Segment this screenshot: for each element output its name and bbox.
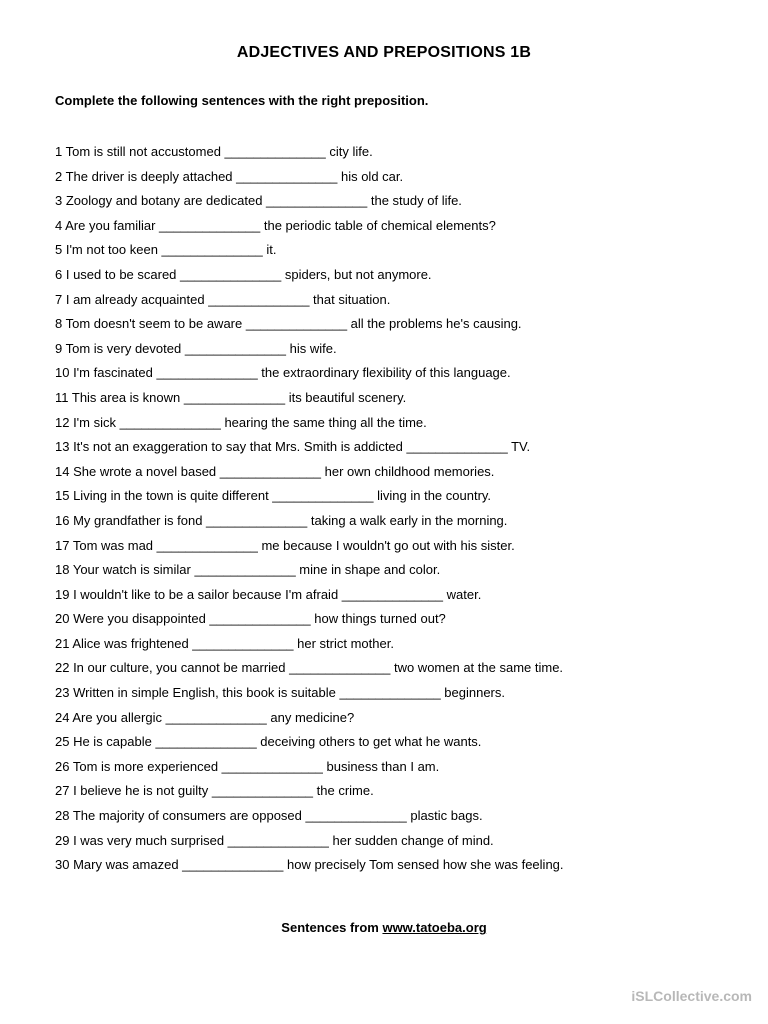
sentence-item: 14 She wrote a novel based ______________ her own childhood memories. <box>55 463 495 479</box>
sentence-item: 18 Your watch is similar ______________ mine in shape and color. <box>55 562 441 578</box>
sentence-item: 3 Zoology and botany are dedicated ______________ the study of life. <box>55 193 462 209</box>
sentence-item: 23 Written in simple English, this book is suitable ______________ beginners. <box>55 685 505 701</box>
sentence-item: 9 Tom is very devoted ______________ his wife. <box>55 340 337 356</box>
sentence-item: 10 I'm fascinated ______________ the extraordinary flexibility of this language. <box>55 365 511 381</box>
sentence-item: 12 I'm sick ______________ hearing the same thing all the time. <box>55 414 427 430</box>
sentence-item: 16 My grandfather is fond ______________ taking a walk early in the morning. <box>55 512 508 528</box>
sentence-item: 13 It's not an exaggeration to say that Mrs. Smith is addicted ______________ TV. <box>55 439 531 455</box>
sentence-item: 19 I wouldn't like to be a sailor because I'm afraid ______________ water. <box>55 586 482 602</box>
sentence-item: 17 Tom was mad ______________ me because I wouldn't go out with his sister. <box>55 537 515 553</box>
sentence-item: 4 Are you familiar ______________ the periodic table of chemical elements? <box>55 217 496 233</box>
sentence-item: 1 Tom is still not accustomed ______________ city life. <box>55 144 373 159</box>
sentence-item: 20 Were you disappointed ______________ how things turned out? <box>55 611 446 627</box>
sentence-item: 27 I believe he is not guilty ______________ the crime. <box>55 783 374 799</box>
tatoeba-link[interactable]: www.tatoeba.org <box>382 920 487 935</box>
sentence-item: 7 I am already acquainted ______________ that situation. <box>55 291 391 307</box>
sentence-item: 11 This area is known ______________ its beautiful scenery. <box>55 389 407 405</box>
worksheet-title: ADJECTIVES AND PREPOSITIONS 1B <box>236 44 532 61</box>
footer-prefix: Sentences from <box>281 920 383 935</box>
sentence-item: 25 He is capable ______________ deceiving others to get what he wants. <box>55 734 482 750</box>
sentence-item: 24 Are you allergic ______________ any medicine? <box>55 709 355 725</box>
footer-credit <box>0 920 768 935</box>
sentence-item: 21 Alice was frightened ______________ her strict mother. <box>55 635 394 651</box>
sentence-item: 26 Tom is more experienced ______________ business than I am. <box>55 758 440 774</box>
sentence-item: 5 I'm not too keen ______________ it. <box>55 242 277 258</box>
instructions: Complete the following sentences with the right preposition. <box>55 93 429 108</box>
sentence-item: 6 I used to be scared ______________ spiders, but not anymore. <box>55 266 432 282</box>
sentence-item: 22 In our culture, you cannot be married ______________ two women at the same time. <box>55 660 564 676</box>
sentence-item: 2 The driver is deeply attached ______________ his old car. <box>55 168 404 184</box>
sentence-item: 29 I was very much surprised ______________ her sudden change of mind. <box>55 832 494 848</box>
sentence-item: 30 Mary was amazed ______________ how precisely Tom sensed how she was feeling. <box>55 857 564 873</box>
sentence-item: 28 The majority of consumers are opposed ______________ plastic bags. <box>55 808 483 824</box>
sentence-item: 8 Tom doesn't seem to be aware ______________ all the problems he's causing. <box>55 316 522 332</box>
sentence-item: 15 Living in the town is quite different ______________ living in the country. <box>55 488 492 504</box>
watermark: iSLCollective.com <box>631 988 752 1004</box>
sentence-list <box>55 144 735 882</box>
